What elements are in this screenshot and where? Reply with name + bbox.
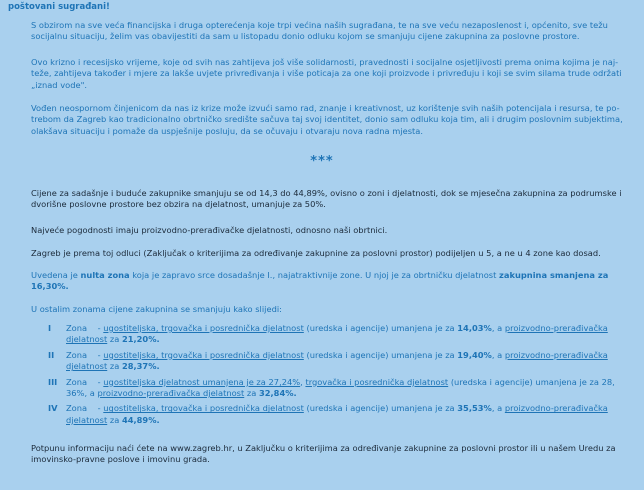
body-paragraph-6: Potpunu informaciju naći ćete na www.zagreb.hr, u Zaključku o kriterijima za određivanje zakupnine za poslovni prostor ili u našem Uredu za imovinsko-pravne poslove i imovinu grada. <box>31 443 616 465</box>
zone-text-1: Zona - ugostiteljska, trgovačka i posrednička djelatnost (uredska i agencije) umanjena je za 14,03%, a proizvodno-prerađivačka djelatnost za 21,20%. <box>66 323 608 345</box>
zone-percent-g: 28,37%. <box>121 361 160 372</box>
zone-text-d: , a <box>491 349 505 360</box>
zone-activity-a: ugostiteljska, trgovačka i posrednička djelatnost <box>103 349 304 360</box>
zone-label: Zona <box>66 349 88 360</box>
zone-text-b: (uredska i agencije) umanjena je za <box>303 323 458 333</box>
zone-row-1 <box>31 323 623 346</box>
body-paragraph-3: Zagreb je prema toj odluci (Zaključak o kriterijima za određivanje zakupnine za poslovni prostor) podijeljen u 5, a ne u 4 zone kao dosad. <box>31 248 601 258</box>
intro-paragraph-2: Ovo krizno i recesijsko vrijeme, koje od svih nas zahtijeva još više solidarnosti, pravednosti i socijalne osjetljivosti prema onima kojima je naj-teže, zahtijeva također i mjere za lakše uvjete privređivanja i više poticaja za one koji proizvode i privređuju i koji se svim silama trude održati „iznad vode". <box>31 57 622 90</box>
zone-label: Zona <box>66 376 88 387</box>
intro-paragraph-1: S obzirom na sve veća financijska i druga opterećenja koje trpi većina naših sugrađana, te na sve veću nezaposlenost i, općenito, sve težu socijalnu situaciju, želim vas obavijestiti da sam u listopadu donio odluku kojom se smanjuju cijene zakupnina za poslovne prostore. <box>31 20 608 42</box>
zone-text-f: za <box>244 388 259 399</box>
zone-text-b: (uredska i agencije) umanjena je za <box>303 403 458 414</box>
zone-list <box>31 323 623 430</box>
section-separator: *** <box>310 154 334 169</box>
zone-row-3 <box>31 377 623 400</box>
zone-activity-e: proizvodno-prerađivačka djelatnost <box>66 349 608 372</box>
intro-paragraph-3: Vođen neospornom činjenicom da nas iz krize može izvući samo rad, znanje i kreativnost, uz korištenje svih naših potencijala i resursa, te po-trebom da Zagreb kao tradicionalno obrtničko središte sačuva taj svoj identitet, donio sam odluku koja tim, ali i drugim poslovnim subjektima, olakšava situaciju i pomaže da uspješnije posluju, da se očuvaju i otvaraju nova radna mjesta. <box>31 103 623 136</box>
zone-roman-1: I <box>48 323 52 333</box>
zone-label: Zona <box>66 403 88 414</box>
p4-text-c: koja je zapravo srce dosadašnje I., najatraktivnije zone. U njoj je za obrtničku djelatnost <box>129 270 500 280</box>
zone-text-b: (uredska i agencije) umanjena je za <box>303 349 458 360</box>
zone-text-4: Zona - ugostiteljska, trgovačka i posrednička djelatnost (uredska i agencije) umanjena je za 35,53%, a proizvodno-prerađivačka djelatnost za 44,89%. <box>66 403 608 425</box>
zone-activity-a: ugostiteljska, trgovačka i posrednička djelatnost <box>103 323 304 333</box>
zone-activity-e: proizvodno-prerađivačka djelatnost <box>97 388 245 399</box>
zone-percent-g: 44,89%. <box>121 414 160 425</box>
zone-activity-a: ugostiteljska djelatnost umanjena je za 27,24% <box>103 376 301 387</box>
zone-percent-g: 21,20%. <box>121 334 160 345</box>
zone-text-d: , a <box>491 323 505 333</box>
body-paragraph-5: U ostalim zonama cijene zakupnina se smanjuju kako slijedi: <box>31 304 282 314</box>
zone-activity-e: proizvodno-prerađivačka djelatnost <box>66 323 608 345</box>
greeting: poštovani sugrađani! <box>8 2 110 12</box>
zone-row-4 <box>31 403 623 426</box>
zone-activity-a: ugostiteljska, trgovačka i posrednička djelatnost <box>103 403 304 414</box>
zone-percent-c: 19,40% <box>457 349 492 360</box>
zone-text-3: Zona - ugostiteljska djelatnost umanjena je za 27,24%, trgovačka i posrednička djelatnost (uredska i agencije) umanjena je za 28, 36%, a proizvodno-prerađivačka djelatnost za 32,84%. <box>66 376 615 399</box>
zone-percent-c: 14,03% <box>457 323 492 333</box>
body-paragraph-1: Cijene za sadašnje i buduće zakupnike smanjuju se od 14,3 do 44,89%, ovisno o zoni i djelatnosti, dok se mjesečna zakupnina za podrumske i dvorišne poslovne prostore bez obzira na djelatnost, umanjuje za 50%. <box>31 188 622 210</box>
zone-percent-c: 35,53% <box>457 403 492 414</box>
zone-text-d: , a <box>491 403 505 414</box>
zone-roman-2: II <box>48 349 55 360</box>
p4-text-d: zakupnina smanjena za 16,30%. <box>31 270 609 292</box>
zone-roman-3: III <box>48 376 58 387</box>
zone-text-f: za <box>107 334 122 345</box>
zone-text-f: za <box>107 361 122 372</box>
zone-percent-g: 32,84%. <box>258 388 297 399</box>
p4-text-a: Uvedena je <box>31 270 81 280</box>
zone-text-2: Zona - ugostiteljska, trgovačka i posrednička djelatnost (uredska i agencije) umanjena je za 19,40%, a proizvodno-prerađivačka djelatnost za 28,37%. <box>66 349 608 372</box>
zone-text-b: , <box>300 376 306 387</box>
zone-text-f: za <box>107 414 122 425</box>
body-paragraph-4 <box>31 270 623 293</box>
zone-activity-c: trgovačka i posrednička djelatnost <box>305 376 449 387</box>
zone-row-2 <box>31 350 623 373</box>
p4-text-b: nulta zona <box>80 270 130 280</box>
zone-label: Zona <box>66 323 88 333</box>
zone-activity-e: proizvodno-prerađivačka djelatnost <box>66 403 608 425</box>
zone-roman-4: IV <box>48 403 58 414</box>
zone-text-d: (uredska i agencije) umanjena je za 28, 36%, a <box>66 376 615 399</box>
body-paragraph-2: Najveće pogodnosti imaju proizvodno-prerađivačke djelatnosti, odnosno naši obrtnici. <box>31 225 388 235</box>
